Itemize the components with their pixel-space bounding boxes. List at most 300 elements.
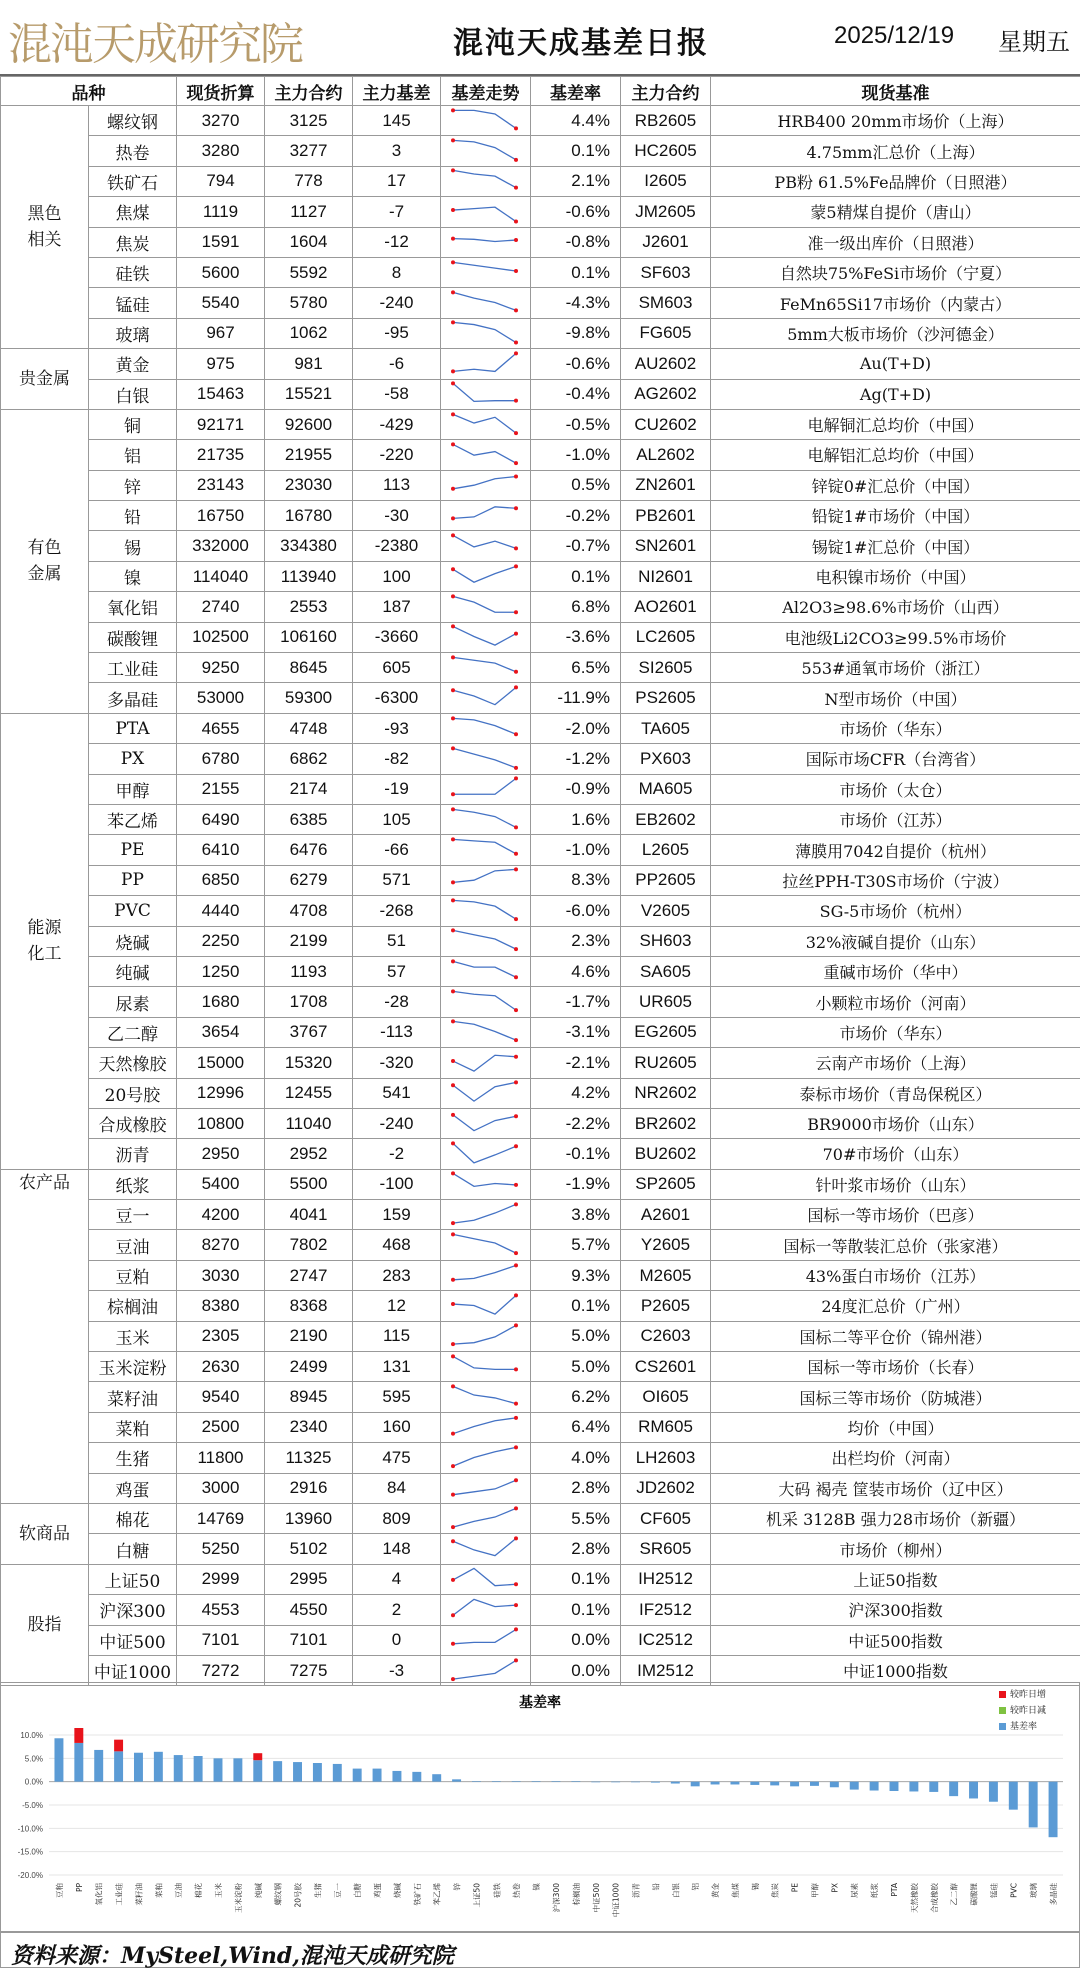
table-row xyxy=(1,1048,1080,1078)
y-tick-label: 5.0% xyxy=(25,1754,43,1763)
change-bar xyxy=(253,1753,262,1760)
x-tick-label: 豆粕 xyxy=(54,1883,64,1899)
table-row xyxy=(1,227,1080,257)
spot-standard-cell: 锌锭0#汇总价（中国） xyxy=(711,470,1080,500)
spot-price-cell: 4655 xyxy=(177,713,265,743)
contract-code-cell: JM2605 xyxy=(621,197,711,227)
futures-price-cell: 4708 xyxy=(265,896,353,926)
futures-price-cell: 8945 xyxy=(265,1382,353,1412)
spot-price-cell: 23143 xyxy=(177,470,265,500)
sparkline-point xyxy=(451,108,455,112)
futures-price-cell: 8368 xyxy=(265,1291,353,1321)
variety-name-cell: 尿素 xyxy=(89,987,177,1017)
futures-price-cell: 92600 xyxy=(265,409,353,439)
trend-cell xyxy=(441,166,531,196)
sparkline xyxy=(441,1657,529,1685)
basis-rate-cell: 5.5% xyxy=(531,1503,621,1533)
col-header-rate: 基差率 xyxy=(531,77,621,106)
sparkline-point xyxy=(514,1081,518,1085)
x-tick-label: 中证500 xyxy=(591,1883,601,1913)
contract-code-cell: IC2512 xyxy=(621,1625,711,1655)
legend-swatch xyxy=(999,1723,1006,1730)
contract-code-cell: JD2602 xyxy=(621,1473,711,1503)
sparkline-point xyxy=(514,341,518,345)
table-row xyxy=(1,835,1080,865)
x-tick-label: 锡 xyxy=(750,1883,760,1891)
trend-cell xyxy=(441,379,531,409)
contract-code-cell: EB2602 xyxy=(621,804,711,834)
spot-price-cell: 1250 xyxy=(177,956,265,986)
trend-cell xyxy=(441,318,531,348)
spot-price-cell: 9250 xyxy=(177,653,265,683)
basis-rate-cell: -0.5% xyxy=(531,409,621,439)
spot-standard-cell: 均价（中国） xyxy=(711,1412,1080,1442)
col-header-futures: 主力合约 xyxy=(265,77,353,106)
basis-rate-cell: -1.9% xyxy=(531,1169,621,1199)
sparkline xyxy=(441,745,529,773)
spot-standard-cell: 市场价（太仓） xyxy=(711,774,1080,804)
spot-standard-cell: 中证500指数 xyxy=(711,1625,1080,1655)
sparkline-point xyxy=(514,506,518,510)
x-tick-label: 鸡蛋 xyxy=(372,1883,382,1899)
basis-rate-cell: 8.3% xyxy=(531,865,621,895)
spot-standard-cell: 5mm大板市场价（沙河德金） xyxy=(711,318,1080,348)
basis-cell: -320 xyxy=(353,1048,441,1078)
spot-price-cell: 2155 xyxy=(177,774,265,804)
variety-name-cell: 玻璃 xyxy=(89,318,177,348)
rate-bar xyxy=(432,1774,441,1781)
trend-cell xyxy=(441,1078,531,1108)
y-tick-label: -5.0% xyxy=(22,1801,43,1810)
trend-cell xyxy=(441,409,531,439)
sparkline xyxy=(441,1535,529,1563)
contract-code-cell: RM605 xyxy=(621,1412,711,1442)
rate-bar xyxy=(1049,1782,1058,1838)
sparkline-point xyxy=(514,732,518,736)
futures-price-cell: 7802 xyxy=(265,1230,353,1260)
variety-name-cell: 焦煤 xyxy=(89,197,177,227)
trend-cell xyxy=(441,349,531,379)
variety-name-cell: 氧化铝 xyxy=(89,592,177,622)
sparkline-line xyxy=(453,384,516,402)
sparkline-point xyxy=(451,260,455,264)
basis-table xyxy=(0,76,1080,1686)
x-tick-label: 焦煤 xyxy=(730,1883,740,1899)
sparkline-line xyxy=(453,1508,516,1527)
sparkline xyxy=(441,1596,529,1624)
sparkline-line xyxy=(453,779,516,795)
contract-code-cell: AU2602 xyxy=(621,349,711,379)
x-tick-label: 多晶硅 xyxy=(1048,1883,1058,1906)
x-tick-label: 豆一 xyxy=(333,1883,342,1899)
futures-price-cell: 106160 xyxy=(265,622,353,652)
sparkline-point xyxy=(451,594,455,598)
sparkline-line xyxy=(453,1265,516,1279)
trend-cell xyxy=(441,501,531,531)
x-tick-label: 铅 xyxy=(650,1883,660,1891)
futures-price-cell: 5780 xyxy=(265,288,353,318)
basis-rate-cell: -2.1% xyxy=(531,1048,621,1078)
x-tick-label: 中证1000 xyxy=(611,1883,621,1917)
basis-rate-cell: 6.2% xyxy=(531,1382,621,1412)
variety-name-cell: 纸浆 xyxy=(89,1169,177,1199)
table-row xyxy=(1,257,1080,287)
rate-bar xyxy=(591,1782,600,1783)
rate-bar xyxy=(949,1782,958,1796)
sparkline-point xyxy=(451,1020,455,1024)
variety-name-cell: 中证1000 xyxy=(89,1655,177,1685)
spot-price-cell: 1119 xyxy=(177,197,265,227)
variety-name-cell: 中证500 xyxy=(89,1625,177,1655)
futures-price-cell: 3767 xyxy=(265,1017,353,1047)
futures-price-cell: 11325 xyxy=(265,1443,353,1473)
x-tick-label: 尿素 xyxy=(849,1883,859,1899)
sparkline-line xyxy=(453,323,516,343)
basis-rate-cell: 0.0% xyxy=(531,1655,621,1685)
basis-cell: 8 xyxy=(353,257,441,287)
sparkline-line xyxy=(453,931,516,950)
sparkline-point xyxy=(451,1539,455,1543)
x-tick-label: 合成橡胶 xyxy=(929,1883,939,1913)
x-tick-label: PP xyxy=(75,1883,84,1893)
sparkline xyxy=(441,228,529,256)
table-row xyxy=(1,136,1080,166)
basis-cell: 105 xyxy=(353,804,441,834)
spot-price-cell: 6410 xyxy=(177,835,265,865)
variety-name-cell: 锡 xyxy=(89,531,177,561)
variety-name-cell: PVC xyxy=(89,896,177,926)
spot-price-cell: 975 xyxy=(177,349,265,379)
rate-bar xyxy=(790,1782,799,1787)
source-note: 资料来源：MySteel,Wind,混沌天成研究院 xyxy=(11,1939,454,1970)
sparkline-point xyxy=(451,1221,455,1225)
footer xyxy=(0,1932,1080,1968)
contract-code-cell: I2605 xyxy=(621,166,711,196)
x-tick-label: PTA xyxy=(890,1882,899,1897)
spot-price-cell: 2305 xyxy=(177,1321,265,1351)
sparkline-point xyxy=(451,837,455,841)
sparkline-point xyxy=(514,670,518,674)
sparkline-point xyxy=(514,1144,518,1148)
spot-standard-cell: 中证1000指数 xyxy=(711,1655,1080,1685)
basis-rate-cell: 2.3% xyxy=(531,926,621,956)
table-row xyxy=(1,1230,1080,1260)
sparkline-point xyxy=(514,547,518,551)
basis-cell: 571 xyxy=(353,865,441,895)
basis-rate-cell: 4.2% xyxy=(531,1078,621,1108)
sparkline-line xyxy=(453,1569,516,1586)
spot-price-cell: 3654 xyxy=(177,1017,265,1047)
spot-price-cell: 15000 xyxy=(177,1048,265,1078)
spot-standard-cell: 小颗粒市场价（河南） xyxy=(711,987,1080,1017)
spot-standard-cell: 国标二等平仓价（锦州港） xyxy=(711,1321,1080,1351)
contract-code-cell: BR2602 xyxy=(621,1108,711,1138)
rate-bar xyxy=(134,1753,143,1782)
spot-price-cell: 2250 xyxy=(177,926,265,956)
basis-cell: 145 xyxy=(353,106,441,136)
basis-rate-cell: -1.7% xyxy=(531,987,621,1017)
spot-price-cell: 3270 xyxy=(177,106,265,136)
basis-cell: -3660 xyxy=(353,622,441,652)
sparkline-point xyxy=(451,1613,455,1617)
variety-name-cell: 玉米淀粉 xyxy=(89,1352,177,1382)
table-row xyxy=(1,197,1080,227)
spot-standard-cell: 24度汇总价（广州） xyxy=(711,1291,1080,1321)
spot-price-cell: 1591 xyxy=(177,227,265,257)
basis-rate-cell: 0.0% xyxy=(531,1625,621,1655)
table-row xyxy=(1,804,1080,834)
futures-price-cell: 2995 xyxy=(265,1564,353,1594)
sparkline-point xyxy=(514,917,518,921)
legend-swatch xyxy=(999,1707,1006,1714)
rate-bar xyxy=(492,1781,501,1782)
futures-price-cell: 2499 xyxy=(265,1352,353,1382)
basis-cell: 187 xyxy=(353,592,441,622)
table-row xyxy=(1,1291,1080,1321)
basis-cell: -19 xyxy=(353,774,441,804)
contract-code-cell: ZN2601 xyxy=(621,470,711,500)
sparkline-point xyxy=(514,1293,518,1297)
trend-cell xyxy=(441,1564,531,1594)
basis-cell: -12 xyxy=(353,227,441,257)
trend-cell xyxy=(441,1352,531,1382)
futures-price-cell: 59300 xyxy=(265,683,353,713)
variety-name-cell: 鸡蛋 xyxy=(89,1473,177,1503)
basis-cell: 100 xyxy=(353,561,441,591)
basis-cell: 0 xyxy=(353,1625,441,1655)
sparkline-point xyxy=(451,516,455,520)
trend-cell xyxy=(441,288,531,318)
sparkline-point xyxy=(451,1083,455,1087)
sparkline-line xyxy=(453,1235,516,1254)
trend-cell xyxy=(441,1625,531,1655)
rate-bar xyxy=(1029,1782,1038,1828)
variety-name-cell: 纯碱 xyxy=(89,956,177,986)
sparkline-line xyxy=(453,961,516,977)
y-tick-label: 10.0% xyxy=(20,1731,43,1740)
sparkline xyxy=(441,593,529,621)
legend-label: 较昨日减 xyxy=(1010,1704,1046,1716)
contract-code-cell: J2601 xyxy=(621,227,711,257)
sparkline xyxy=(441,1231,529,1259)
spot-standard-cell: 国标一等市场价（长春） xyxy=(711,1352,1080,1382)
sparkline xyxy=(441,350,529,378)
trend-cell xyxy=(441,804,531,834)
category-cell: 贵金属 xyxy=(1,349,89,410)
sparkline-point xyxy=(451,1302,455,1306)
sparkline-line xyxy=(453,809,516,827)
table-row xyxy=(1,865,1080,895)
rate-bar xyxy=(890,1782,899,1791)
sparkline-point xyxy=(451,1493,455,1497)
spot-standard-cell: FeMn65Si17市场价（内蒙古） xyxy=(711,288,1080,318)
sparkline-point xyxy=(514,975,518,979)
basis-rate-cell: -3.6% xyxy=(531,622,621,652)
rate-bar xyxy=(54,1738,63,1781)
basis-cell: 160 xyxy=(353,1412,441,1442)
table-row xyxy=(1,774,1080,804)
sparkline xyxy=(441,1626,529,1654)
sparkline xyxy=(441,988,529,1016)
sparkline-line xyxy=(453,627,516,646)
sparkline-point xyxy=(514,766,518,770)
spot-price-cell: 3280 xyxy=(177,136,265,166)
variety-name-cell: 合成橡胶 xyxy=(89,1108,177,1138)
basis-cell: 595 xyxy=(353,1382,441,1412)
x-tick-label: 氧化铝 xyxy=(94,1883,104,1906)
variety-name-cell: 菜粕 xyxy=(89,1412,177,1442)
x-tick-label: 菜籽油 xyxy=(133,1883,143,1906)
rate-bar xyxy=(154,1752,163,1782)
x-tick-label: 玻璃 xyxy=(1028,1883,1038,1899)
sparkline-line xyxy=(453,1386,516,1403)
sparkline-point xyxy=(514,1445,518,1449)
sparkline xyxy=(441,1292,529,1320)
rate-bar xyxy=(174,1755,183,1782)
rate-bar xyxy=(194,1756,203,1782)
contract-code-cell: RB2605 xyxy=(621,106,711,136)
sparkline xyxy=(441,1505,529,1533)
basis-cell: -93 xyxy=(353,713,441,743)
spot-price-cell: 6490 xyxy=(177,804,265,834)
sparkline-line xyxy=(453,1660,516,1679)
legend-label: 基差率 xyxy=(1010,1720,1037,1732)
basis-rate-cell: 0.1% xyxy=(531,257,621,287)
basis-cell: -66 xyxy=(353,835,441,865)
chart-title: 基差率 xyxy=(519,1694,561,1711)
variety-name-cell: 上证50 xyxy=(89,1564,177,1594)
basis-rate-cell: 1.6% xyxy=(531,804,621,834)
futures-price-cell: 2174 xyxy=(265,774,353,804)
basis-cell: 809 xyxy=(353,1503,441,1533)
sparkline xyxy=(441,927,529,955)
contract-code-cell: TA605 xyxy=(621,713,711,743)
x-tick-label: 沪深300 xyxy=(551,1883,561,1913)
rate-bar xyxy=(253,1760,262,1781)
contract-code-cell: C2603 xyxy=(621,1321,711,1351)
x-tick-label: 纸浆 xyxy=(869,1883,879,1899)
basis-rate-cell: -9.8% xyxy=(531,318,621,348)
basis-cell: 475 xyxy=(353,1443,441,1473)
spot-price-cell: 794 xyxy=(177,166,265,196)
basis-cell: 541 xyxy=(353,1078,441,1108)
futures-price-cell: 4550 xyxy=(265,1595,353,1625)
basis-cell: -100 xyxy=(353,1169,441,1199)
basis-rate-cell: -1.0% xyxy=(531,440,621,470)
sparkline-point xyxy=(514,777,518,781)
spot-price-cell: 102500 xyxy=(177,622,265,652)
basis-rate-cell: -4.3% xyxy=(531,288,621,318)
variety-name-cell: 白银 xyxy=(89,379,177,409)
sparkline xyxy=(441,532,529,560)
contract-code-cell: PB2601 xyxy=(621,501,711,531)
basis-rate-cell: 2.1% xyxy=(531,166,621,196)
spot-price-cell: 5400 xyxy=(177,1169,265,1199)
basis-cell: 159 xyxy=(353,1200,441,1230)
table-row xyxy=(1,288,1080,318)
table-row xyxy=(1,1260,1080,1290)
table-row xyxy=(1,896,1080,926)
futures-price-cell: 8645 xyxy=(265,653,353,683)
spot-standard-cell: PB粉 61.5%Fe品牌价（日照港） xyxy=(711,166,1080,196)
basis-cell: 605 xyxy=(353,653,441,683)
basis-cell: 84 xyxy=(353,1473,441,1503)
sparkline xyxy=(441,1018,529,1046)
table-row xyxy=(1,470,1080,500)
spot-price-cell: 4553 xyxy=(177,1595,265,1625)
x-tick-label: PX xyxy=(830,1883,839,1893)
basis-rate-cell: -0.9% xyxy=(531,774,621,804)
futures-price-cell: 5592 xyxy=(265,257,353,287)
basis-rate-chart xyxy=(0,1682,1080,1932)
sparkline xyxy=(441,1049,529,1077)
contract-code-cell: CF605 xyxy=(621,1503,711,1533)
sparkline-line xyxy=(453,1630,516,1644)
spot-standard-cell: 国标三等市场价（防城港） xyxy=(711,1382,1080,1412)
spot-standard-cell: 蒙5精煤自提价（唐山） xyxy=(711,197,1080,227)
table-row xyxy=(1,1139,1080,1169)
sparkline xyxy=(441,1413,529,1441)
spot-standard-cell: 32%液碱自提价（山东） xyxy=(711,926,1080,956)
table-row xyxy=(1,166,1080,196)
spot-standard-cell: 拉丝PPH-T30S市场价（宁波） xyxy=(711,865,1080,895)
contract-code-cell: EG2605 xyxy=(621,1017,711,1047)
rate-bar xyxy=(1009,1782,1018,1810)
trend-cell xyxy=(441,1382,531,1412)
contract-code-cell: RU2605 xyxy=(621,1048,711,1078)
spot-price-cell: 967 xyxy=(177,318,265,348)
rate-bar xyxy=(651,1782,660,1783)
sparkline xyxy=(441,836,529,864)
table-row xyxy=(1,1625,1080,1655)
futures-price-cell: 1193 xyxy=(265,956,353,986)
x-tick-label: 甲醇 xyxy=(809,1883,819,1899)
trend-cell xyxy=(441,1291,531,1321)
sparkline-line xyxy=(453,239,516,242)
futures-price-cell: 2199 xyxy=(265,926,353,956)
sparkline-point xyxy=(514,461,518,465)
futures-price-cell: 1708 xyxy=(265,987,353,1017)
sparkline xyxy=(441,1110,529,1138)
table-row xyxy=(1,1017,1080,1047)
sparkline xyxy=(441,563,529,591)
futures-price-cell: 778 xyxy=(265,166,353,196)
sparkline-point xyxy=(451,1277,455,1281)
trend-cell xyxy=(441,653,531,683)
spot-standard-cell: 国际市场CFR（台湾省） xyxy=(711,744,1080,774)
variety-name-cell: 棉花 xyxy=(89,1503,177,1533)
sparkline xyxy=(441,167,529,195)
trend-cell xyxy=(441,1230,531,1260)
y-tick-label: -20.0% xyxy=(18,1871,43,1880)
spot-price-cell: 8380 xyxy=(177,1291,265,1321)
trend-cell xyxy=(441,1169,531,1199)
sparkline-point xyxy=(451,487,455,491)
basis-rate-cell: 4.0% xyxy=(531,1443,621,1473)
rate-bar xyxy=(273,1761,282,1782)
sparkline-point xyxy=(514,1506,518,1510)
sparkline-point xyxy=(514,308,518,312)
basis-rate-cell: 5.0% xyxy=(531,1321,621,1351)
basis-cell: 113 xyxy=(353,470,441,500)
sparkline-point xyxy=(514,1367,518,1371)
x-tick-label: 硅铁 xyxy=(491,1883,501,1899)
futures-price-cell: 981 xyxy=(265,349,353,379)
sparkline xyxy=(441,775,529,803)
sparkline-point xyxy=(451,807,455,811)
spot-standard-cell: 针叶浆市场价（山东） xyxy=(711,1169,1080,1199)
table-row xyxy=(1,561,1080,591)
